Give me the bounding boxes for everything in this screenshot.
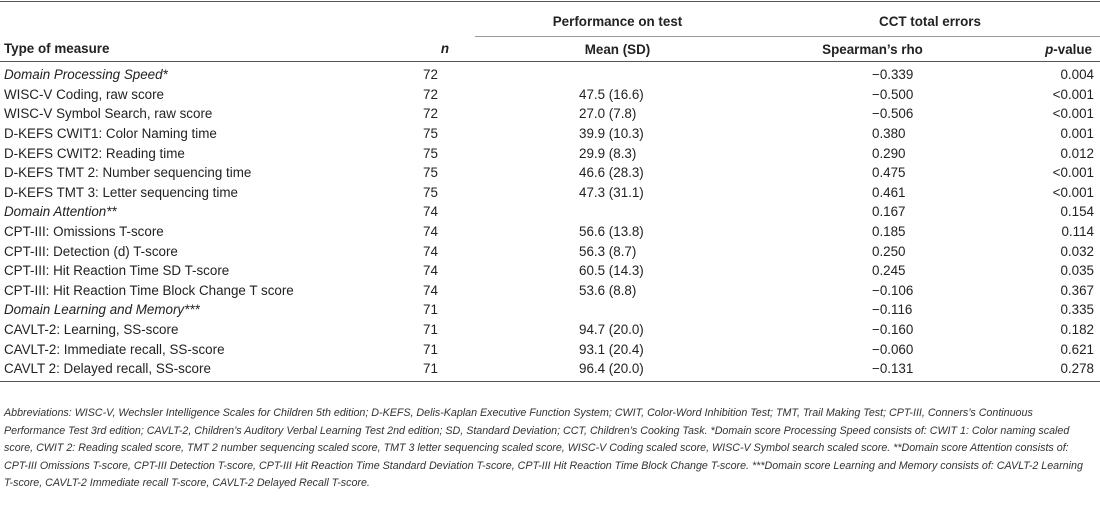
table-row (0, 124, 1100, 144)
header-p-value (985, 37, 1100, 62)
mean-sd-cell: 60.5 (14.3) (579, 263, 644, 279)
mean-sd-cell: 93.1 (20.4) (579, 341, 644, 357)
table-row (0, 62, 1100, 85)
n-cell: 71 (423, 341, 438, 357)
measure-cell: CAVLT 2: Delayed recall, SS-score (0, 359, 415, 381)
n-cell: 74 (423, 282, 438, 298)
p-value-cell: <0.001 (1052, 184, 1094, 200)
table-footnote: Abbreviations: WISC-V, Wechsler Intelligence Scales for Children 5th edition; D-KEFS, Delis-Kaplan Executive Function System; CWIT, Color-Word Inhibition Test; TMT, Trail Making Test; CPT-III, Conners’s Continuous Performance Test 3rd edition; CAVLT-2, Children’s Auditory Verbal Learning Test 2nd edition; SD, Standard Deviation; CCT, Children’s Cooking Task. *Domain score Processing Speed consists of: CWIT 1: Color naming scaled score, CWIT 2: Reading scaled score, TMT 2 number sequencing scaled score, TMT 3 letter sequencing scaled score, WISC-V Coding scaled score, WISC-V Symbol search scaled score. **Domain score Attention consists of: CPT-III Omissions T-score, CPT-III Detection T-score, CPT-III Hit Reaction Time Standard Deviation T-score, CPT-III Hit Reaction Time Block Change T-score. ***Domain score Learning and Memory consists of: CAVLT-2 Learning T-score, CAVLT-2 Immediate recall T-score, CAVLT-2 Delayed Recall T-score. (4, 407, 1083, 489)
measure-cell: D-KEFS CWIT2: Reading time (4, 145, 185, 161)
table-row (0, 85, 1100, 105)
n-cell: 75 (423, 184, 438, 200)
header-mean-sd: Mean (SD) (475, 37, 760, 62)
n-cell: 75 (423, 145, 438, 161)
mean-sd-cell: 47.3 (31.1) (579, 184, 644, 200)
p-value-cell: 0.012 (1060, 145, 1094, 161)
mean-sd-cell: 56.3 (8.7) (579, 243, 637, 259)
measure-cell: CAVLT-2: Immediate recall, SS-score (4, 341, 225, 357)
table-row (0, 104, 1100, 124)
rho-cell: 0.245 (872, 263, 906, 279)
header-group-cct: CCT total errors (760, 2, 1100, 37)
measure-cell: D-KEFS TMT 2: Number sequencing time (4, 165, 252, 181)
mean-sd-cell: 27.0 (7.8) (579, 106, 637, 122)
mean-sd-cell: 46.6 (28.3) (579, 165, 644, 181)
mean-sd-cell: 29.9 (8.3) (579, 145, 637, 161)
header-group-performance: Performance on test (475, 2, 760, 37)
header-empty-cell (415, 2, 475, 37)
rho-cell: 0.290 (872, 145, 906, 161)
correlation-table (0, 1, 1100, 382)
rho-cell: −0.339 (872, 67, 914, 83)
table-row (0, 241, 1100, 261)
mean-sd-cell: 56.6 (13.8) (579, 224, 644, 240)
n-cell: 71 (423, 302, 438, 318)
table-row (0, 320, 1100, 340)
mean-sd-cell: 96.4 (20.0) (475, 359, 760, 381)
rho-cell: 0.380 (872, 126, 906, 142)
n-cell: 74 (423, 204, 438, 220)
n-cell: 72 (423, 67, 438, 83)
mean-sd-cell (475, 202, 760, 222)
n-cell: 74 (423, 263, 438, 279)
p-value-cell: 0.182 (1060, 322, 1094, 338)
table-row (0, 202, 1100, 222)
rho-cell: 0.167 (872, 204, 906, 220)
table-row (0, 222, 1100, 242)
measure-cell: CAVLT-2: Learning, SS-score (4, 322, 179, 338)
n-cell: 75 (423, 126, 438, 142)
header-p-letter: p (1045, 41, 1054, 57)
mean-sd-cell (475, 62, 760, 85)
p-value-cell: 0.335 (1060, 302, 1094, 318)
n-cell: 74 (423, 224, 438, 240)
rho-cell: −0.160 (872, 322, 914, 338)
p-value-cell: 0.035 (1060, 263, 1094, 279)
measure-cell: D-KEFS TMT 3: Letter sequencing time (4, 184, 238, 200)
n-cell: 72 (423, 106, 438, 122)
p-value-cell: 0.001 (1060, 126, 1094, 142)
header-type-of-measure: Type of measure (0, 37, 415, 62)
header-p-suffix: -value (1053, 41, 1092, 57)
p-value-cell: <0.001 (1052, 106, 1094, 122)
measure-cell: WISC-V Symbol Search, raw score (4, 106, 213, 122)
n-cell: 71 (423, 322, 438, 338)
header-n: n (415, 37, 475, 62)
measure-cell: Domain Processing Speed* (4, 67, 168, 83)
rho-cell: −0.060 (872, 341, 914, 357)
mean-sd-cell: 94.7 (20.0) (579, 322, 644, 338)
p-value-cell: 0.032 (1060, 243, 1094, 259)
rho-cell: −0.106 (872, 282, 914, 298)
rho-cell: −0.506 (872, 106, 914, 122)
p-value-cell: 0.621 (1060, 341, 1094, 357)
table-row (0, 339, 1100, 359)
table-row (0, 163, 1100, 183)
rho-cell: 0.461 (872, 184, 906, 200)
mean-sd-cell: 39.9 (10.3) (579, 126, 644, 142)
measure-cell: Domain Attention** (4, 204, 117, 220)
table-row (0, 261, 1100, 281)
table-body (0, 62, 1100, 382)
p-value-cell: 0.278 (985, 359, 1100, 381)
rho-cell: −0.116 (872, 302, 913, 318)
mean-sd-cell: 47.5 (16.6) (579, 86, 644, 102)
rho-cell: 0.475 (872, 165, 906, 181)
measure-cell: WISC-V Coding, raw score (4, 86, 164, 102)
header-spearmans-rho: Spearman’s rho (760, 37, 985, 62)
rho-cell: −0.500 (872, 86, 914, 102)
p-value-cell: <0.001 (1052, 86, 1094, 102)
measure-cell: CPT-III: Hit Reaction Time SD T-score (4, 263, 230, 279)
table-header (0, 2, 1100, 62)
n-cell: 75 (423, 165, 438, 181)
p-value-cell: 0.367 (1060, 282, 1094, 298)
n-cell: 74 (423, 243, 438, 259)
measure-cell: CPT-III: Omissions T-score (4, 224, 164, 240)
measure-cell: D-KEFS CWIT1: Color Naming time (4, 126, 217, 142)
table-row (0, 300, 1100, 320)
measure-cell: CPT-III: Hit Reaction Time Block Change T score (4, 282, 294, 298)
header-empty-cell (0, 2, 415, 37)
p-value-cell: 0.004 (1060, 67, 1094, 83)
rho-cell: −0.131 (760, 359, 985, 381)
p-value-cell: 0.154 (1060, 204, 1094, 220)
p-value-cell: <0.001 (1052, 165, 1094, 181)
table-row (0, 359, 1100, 381)
n-cell: 71 (415, 359, 475, 381)
table-row (0, 281, 1100, 301)
measure-cell: CPT-III: Detection (d) T-score (4, 243, 178, 259)
measure-cell: Domain Learning and Memory*** (4, 302, 200, 318)
p-value-cell: 0.114 (1061, 224, 1094, 240)
table-row (0, 143, 1100, 163)
rho-cell: 0.185 (872, 224, 906, 240)
mean-sd-cell: 53.6 (8.8) (579, 282, 637, 298)
rho-cell: 0.250 (872, 243, 906, 259)
n-cell: 72 (423, 86, 438, 102)
mean-sd-cell (475, 300, 760, 320)
table-row (0, 183, 1100, 203)
